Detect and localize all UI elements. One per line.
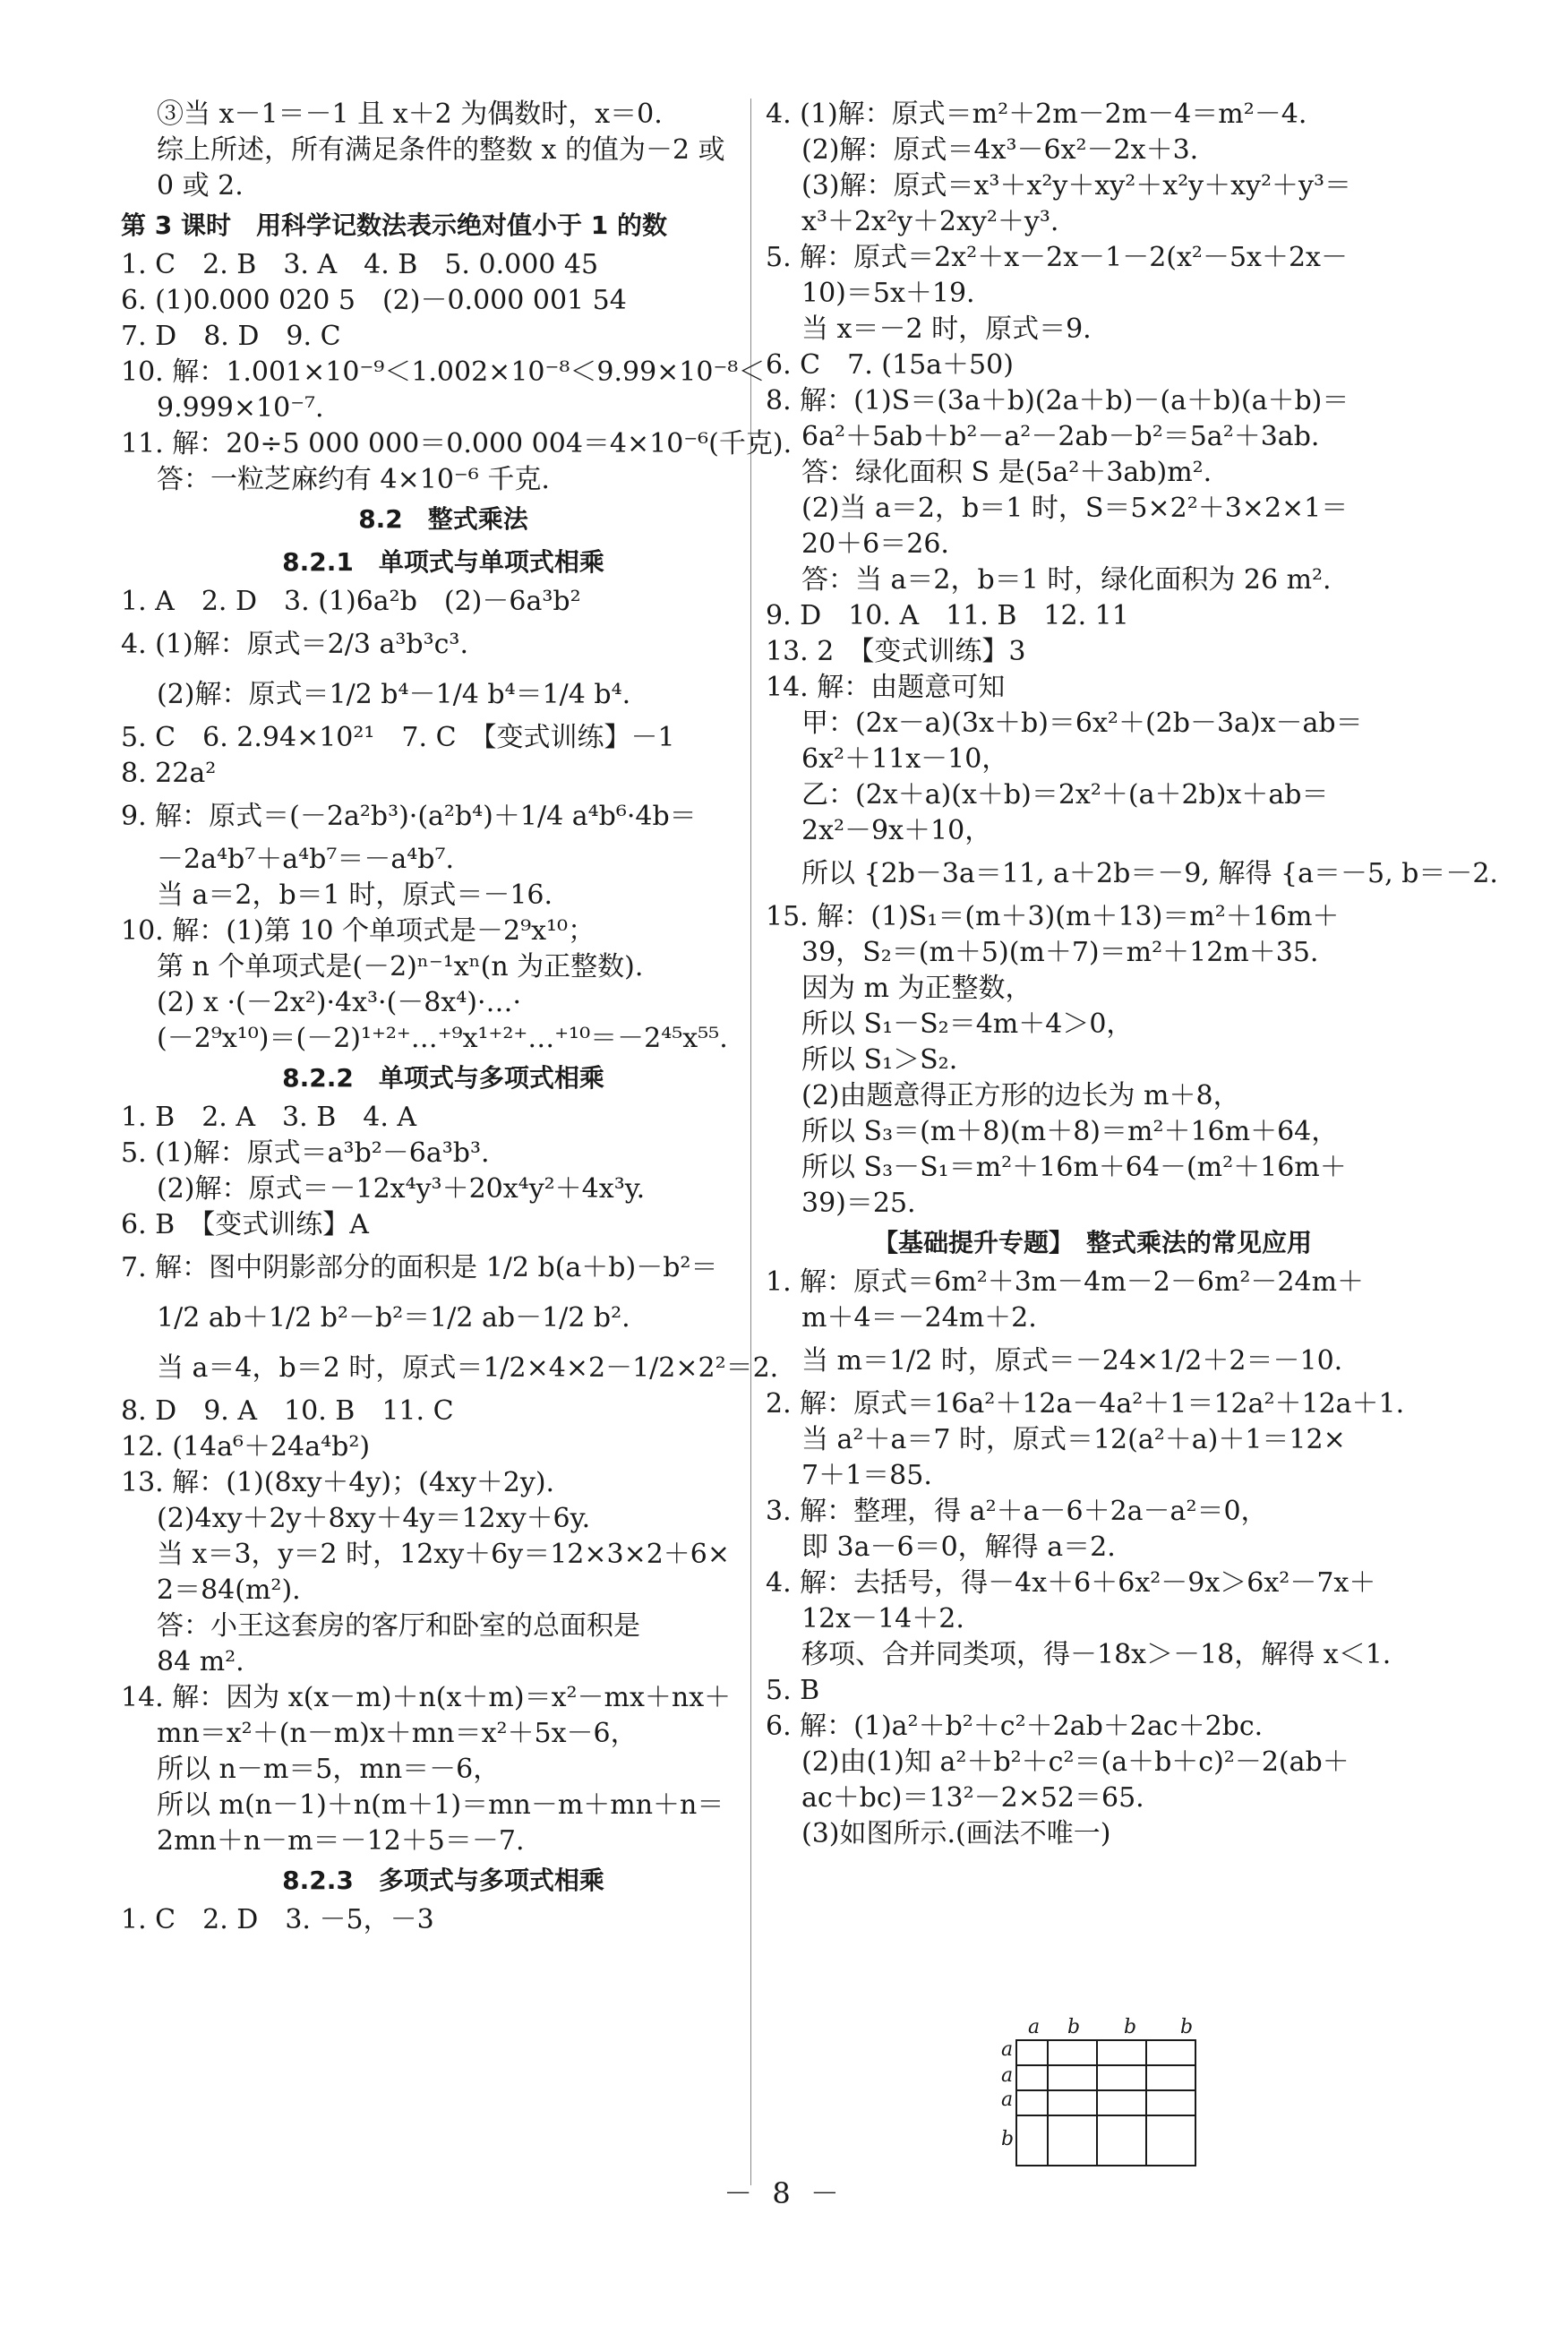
answer-line: 13. 2 【变式训练】3 [766, 636, 1026, 667]
answer-line: 84 m². [157, 1646, 244, 1677]
answer-line: 当 a＝2，b＝1 时，原式＝－16. [157, 879, 553, 911]
answer-line: 6. B 【变式训练】A [121, 1209, 369, 1240]
diagram-side-label: b [1001, 2128, 1015, 2150]
answer-line: (2)解：原式＝4x³－6x²－2x＋3. [801, 134, 1199, 166]
answer-line: 0 或 2. [157, 170, 244, 202]
answer-line: 2x²－9x＋10， [801, 815, 992, 846]
answer-line: 答：一粒芝麻约有 4×10⁻⁶ 千克. [157, 464, 550, 495]
answer-line: 所以 n－m＝5，mn＝－6， [157, 1754, 501, 1785]
answer-line: 答：小王这套房的客厅和卧室的总面积是 [157, 1610, 640, 1642]
rectangle-grid-diagram [994, 2015, 1218, 2172]
answer-line: (2)由(1)知 a²＋b²＋c²＝(a＋b＋c)²－2(ab＋ [801, 1746, 1350, 1778]
section-heading: 8.2.1 单项式与单项式相乘 [282, 547, 604, 577]
diagram-top-label: b [1067, 2016, 1081, 2038]
answer-line: 当 x＝－2 时，原式＝9. [801, 313, 1092, 345]
answer-line: (2)解：原式＝－12x⁴y³＋20x⁴y²＋4x³y. [157, 1173, 646, 1205]
answer-line: 39)＝25. [801, 1188, 916, 1219]
answer-line: (2) x ·(－2x²)·4x³·(－8x⁴)·…· [157, 987, 522, 1018]
answer-line: (3)如图所示.(画法不唯一) [801, 1818, 1111, 1849]
answer-line: 9. D 10. A 11. B 12. 11 [766, 600, 1129, 631]
answer-line: 当 m＝1/2 时，原式＝－24×1/2＋2＝－10. [801, 1345, 1343, 1377]
answer-line: 第 n 个单项式是(－2)ⁿ⁻¹xⁿ(n 为正整数). [157, 951, 644, 982]
answer-line: 乙：(2x＋a)(x＋b)＝2x²＋(a＋2b)x＋ab＝ [801, 779, 1329, 811]
answer-line: 1. C 2. B 3. A 4. B 5. 0.000 45 [121, 249, 599, 280]
answer-line: 10. 解：(1)第 10 个单项式是－2⁹x¹⁰； [121, 915, 595, 947]
answer-line: 甲：(2x－a)(3x＋b)＝6x²＋(2b－3a)x－ab＝ [801, 708, 1363, 739]
answer-line: 8. 解：(1)S＝(3a＋b)(2a＋b)－(a＋b)(a＋b)＝ [766, 385, 1350, 416]
answer-line: 所以 S₃＝(m＋8)(m＋8)＝m²＋16m＋64， [801, 1116, 1339, 1147]
answer-line: 移项、合并同类项，得－18x＞－18，解得 x＜1. [801, 1639, 1392, 1670]
answer-line: 14. 解：由题意可知 [766, 672, 1006, 703]
answer-line: 11. 解：20÷5 000 000＝0.000 004＝4×10⁻⁶(千克). [121, 428, 793, 459]
answer-line: 7. D 8. D 9. C [121, 321, 341, 352]
answer-line: (2)4xy＋2y＋8xy＋4y＝12xy＋6y. [157, 1503, 591, 1534]
answer-line: 3. 解：整理，得 a²＋a－6＋2a－a²＝0， [766, 1496, 1268, 1527]
answer-line: 所以 {2b－3a＝11, a＋2b＝－9, 解得 {a＝－5, b＝－2. [801, 858, 1498, 889]
answer-line: 2. 解：原式＝16a²＋12a－4a²＋1＝12a²＋12a＋1. [766, 1388, 1405, 1420]
answer-line: 当 a＝4，b＝2 时，原式＝1/2×4×2－1/2×2²＝2. [157, 1352, 779, 1384]
section-heading: 第 3 课时 用科学记数法表示绝对值小于 1 的数 [121, 210, 667, 240]
right-column [766, 97, 1498, 1852]
answer-line: －2a⁴b⁷＋a⁴b⁷＝－a⁴b⁷. [157, 844, 455, 875]
section-heading: 8.2.2 单项式与多项式相乘 [282, 1063, 604, 1093]
answer-line: 所以 m(n－1)＋n(m＋1)＝mn－m＋mn＋n＝ [157, 1789, 724, 1821]
answer-line: 当 x＝3，y＝2 时，12xy＋6y＝12×3×2＋6× [157, 1539, 731, 1570]
answer-line: 6. C 7. (15a＋50) [766, 349, 1014, 381]
answer-line: 14. 解：因为 x(x－m)＋n(x＋m)＝x²－mx＋nx＋ [121, 1682, 732, 1713]
answer-line: 4. (1)解：原式＝m²＋2m－2m－4＝m²－4. [766, 99, 1307, 130]
answer-line: 所以 S₁＞S₂. [801, 1044, 958, 1076]
answer-line: 5. 解：原式＝2x²＋x－2x－1－2(x²－5x＋2x－ [766, 242, 1348, 273]
answer-line: (3)解：原式＝x³＋x²y＋xy²＋x²y＋xy²＋y³＝ [801, 170, 1351, 202]
answer-line: 2＝84(m²). [157, 1574, 301, 1606]
answer-line: ③当 x－1＝－1 且 x＋2 为偶数时，x＝0. [157, 99, 663, 130]
answer-line: 7＋1＝85. [801, 1460, 932, 1491]
diagram-top-label: b [1180, 2016, 1194, 2038]
answer-line: 1. C 2. D 3. －5，－3 [121, 1904, 434, 1935]
answer-line: 因为 m 为正整数， [801, 973, 1032, 1004]
answer-line: 所以 S₃－S₁＝m²＋16m＋64－(m²＋16m＋ [801, 1152, 1347, 1183]
answer-line: 7. 解：图中阴影部分的面积是 1/2 b(a＋b)－b²＝ [121, 1252, 718, 1283]
answer-line: 8. 22a² [121, 758, 217, 789]
diagram-side-label: a [1001, 2038, 1014, 2061]
answer-line: 12. (14a⁶＋24a⁴b²) [121, 1431, 371, 1463]
answer-line: 4. 解：去括号，得－4x＋6＋6x²－9x＞6x²－7x＋ [766, 1567, 1376, 1599]
answer-line: 6a²＋5ab＋b²－a²－2ab－b²＝5a²＋3ab. [801, 421, 1320, 452]
answer-line: 10. 解：1.001×10⁻⁹＜1.002×10⁻⁸＜9.99×10⁻⁸＜ [121, 356, 766, 388]
diagram-top-label: b [1124, 2016, 1137, 2038]
answer-line: (2)解：原式＝1/2 b⁴－1/4 b⁴＝1/4 b⁴. [157, 679, 631, 710]
answer-line: (2)由题意得正方形的边长为 m＋8， [801, 1080, 1240, 1111]
answer-line: 20＋6＝26. [801, 528, 949, 560]
answer-line: 答：绿化面积 S 是(5a²＋3ab)m². [801, 457, 1212, 488]
answer-line: 9. 解：原式＝(－2a²b³)·(a²b⁴)＋1/4 a⁴b⁶·4b＝ [121, 801, 697, 832]
section-heading: 8.2.3 多项式与多项式相乘 [282, 1866, 604, 1895]
answer-line: 4. (1)解：原式＝2/3 a³b³c³. [121, 629, 468, 660]
answer-line: x³＋2x²y＋2xy²＋y³. [801, 206, 1059, 237]
answer-line: 2mn＋n－m＝－12＋5＝－7. [157, 1825, 525, 1857]
answer-line: (2)当 a＝2，b＝1 时，S＝5×2²＋3×2×1＝ [801, 493, 1349, 524]
answer-line: 1. 解：原式＝6m²＋3m－4m－2－6m²－24m＋ [766, 1266, 1365, 1298]
section-heading: 【基础提升专题】 整式乘法的常见应用 [872, 1228, 1312, 1257]
answer-line: 即 3a－6＝0，解得 a＝2. [801, 1531, 1116, 1563]
diagram-side-label: a [1001, 2089, 1014, 2111]
answer-line: 9.999×10⁻⁷. [157, 392, 324, 424]
answer-line: 1. A 2. D 3. (1)6a²b (2)－6a³b² [121, 586, 581, 617]
section-heading: 8.2 整式乘法 [358, 504, 528, 534]
answer-line: 10)＝5x＋19. [801, 278, 975, 309]
answer-line: 1. B 2. A 3. B 4. A [121, 1102, 417, 1133]
answer-line: 13. 解：(1)(8xy＋4y)；(4xy＋2y). [121, 1467, 555, 1498]
page-number: － 8 － [724, 2176, 844, 2210]
answer-line: (－2⁹x¹⁰)＝(－2)¹⁺²⁺…⁺⁹x¹⁺²⁺…⁺¹⁰＝－2⁴⁵x⁵⁵. [157, 1023, 728, 1054]
answer-line: 1/2 ab＋1/2 b²－b²＝1/2 ab－1/2 b². [157, 1302, 630, 1334]
answer-line: 6. 解：(1)a²＋b²＋c²＋2ab＋2ac＋2bc. [766, 1711, 1264, 1742]
answer-line: 当 a²＋a＝7 时，原式＝12(a²＋a)＋1＝12× [801, 1424, 1346, 1455]
answer-line: ac＋bc)＝13²－2×52＝65. [801, 1782, 1144, 1814]
answer-line: 5. C 6. 2.94×10²¹ 7. C 【变式训练】－1 [121, 722, 675, 753]
answer-line: 39，S₂＝(m＋5)(m＋7)＝m²＋12m＋35. [801, 937, 1319, 968]
diagram-top-label: a [1028, 2016, 1041, 2038]
answer-line: 所以 S₁－S₂＝4m＋4＞0， [801, 1008, 1134, 1040]
answer-line: 综上所述，所有满足条件的整数 x 的值为－2 或 [157, 134, 725, 166]
answer-line: 6. (1)0.000 020 5 (2)－0.000 001 54 [121, 285, 627, 316]
answer-line: 答：当 a＝2，b＝1 时，绿化面积为 26 m². [801, 564, 1332, 596]
answer-line: mn＝x²＋(n－m)x＋mn＝x²＋5x－6， [157, 1718, 638, 1749]
diagram-outer-rect [1016, 2040, 1195, 2166]
answer-line: 12x－14＋2. [801, 1603, 964, 1634]
answer-line: 5. (1)解：原式＝a³b²－6a³b³. [121, 1137, 490, 1169]
answer-line: 5. B [766, 1675, 820, 1706]
answer-line: 15. 解：(1)S₁＝(m＋3)(m＋13)＝m²＋16m＋ [766, 901, 1340, 932]
answer-line: 8. D 9. A 10. B 11. C [121, 1395, 454, 1427]
answer-line: 6x²＋11x－10， [801, 743, 1009, 775]
diagram-side-label: a [1001, 2064, 1014, 2087]
answer-line: m＋4＝－24m＋2. [801, 1302, 1037, 1334]
